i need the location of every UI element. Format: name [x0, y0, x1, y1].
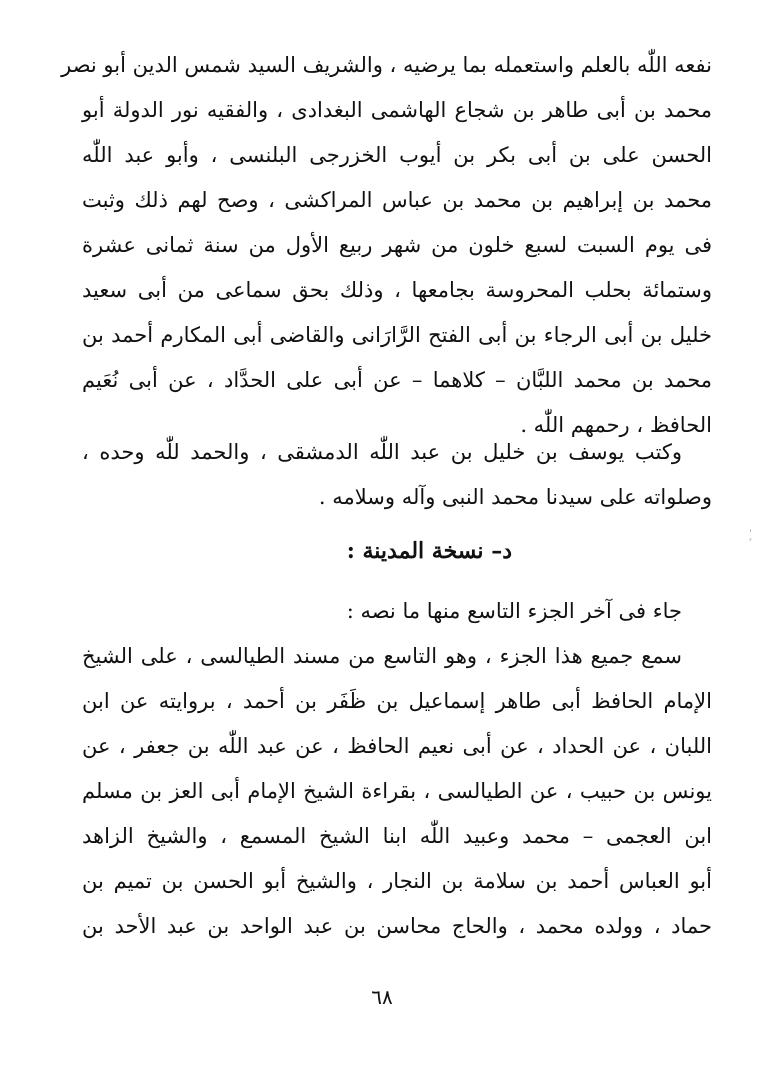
paragraph-1 — [61, 43, 712, 448]
text-line: محمد بن أبى طاهر بن شجاع الهاشمى البغدادى ، والفقيه نور الدولة أبو — [82, 98, 712, 122]
paragraph-3 — [82, 589, 712, 949]
text-line: محمد بن محمد اللبَّان – كلاهما – عن أبى على الحدَّاد ، عن أبى نُعَيم — [82, 368, 712, 392]
text-line: جاء فى آخر الجزء التاسع منها ما نصه : — [346, 599, 682, 623]
text-line: يونس بن حبيب ، عن الطيالسى ، بقراءة الشيخ الإمام أبى العز بن مسلم — [82, 779, 712, 803]
text-line: سمع جميع هذا الجزء ، وهو التاسع من مسند الطيالسى ، على الشيخ — [82, 644, 682, 668]
page-number: ٦٨ — [371, 985, 393, 1009]
text-line: الحسن على بن أبى بكر بن أيوب الخزرجى البلنسى ، وأبو عبد اللّٰه — [82, 143, 712, 167]
section-heading: د– نسخة المدينة : — [346, 538, 512, 564]
text-line: وكتب يوسف بن خليل بن عبد اللّٰه الدمشقى ، والحمد للّٰه وحده ، — [82, 440, 682, 464]
text-line: الحافظ ، رحمهم اللّٰه . — [520, 413, 712, 437]
text-line: حماد ، وولده محمد ، والحاج محاسن بن عبد الواحد بن عبد الأحد بن — [82, 914, 712, 938]
paragraph-2 — [82, 430, 712, 520]
text-line: وستمائة بحلب المحروسة بجامعها ، وذلك بحق سماعى من أبى سعيد — [82, 278, 712, 302]
text-line: فى يوم السبت لسبع خلون من شهر ربيع الأول من سنة ثمانى عشرة — [82, 233, 712, 257]
text-line: خليل بن أبى الرجاء بن أبى الفتح الرَّارَانى والقاضى أبى المكارم أحمد بن — [82, 323, 712, 347]
text-line: ابن العجمى – محمد وعبيد اللّٰه ابنا الشيخ المسمع ، والشيخ الزاهد — [82, 824, 712, 848]
text-line: محمد بن إبراهيم بن محمد بن عباس المراكشى ، وصح لهم ذلك وثبت — [82, 188, 712, 212]
text-line: نفعه اللّٰه بالعلم واستعمله بما يرضيه ، والشريف السيد شمس الدين أبو نصر — [61, 53, 712, 77]
text-line: اللبان ، عن الحداد ، عن أبى نعيم الحافظ ، عن عبد اللّٰه بن جعفر ، عن — [82, 734, 712, 758]
text-line: أبو العباس أحمد بن سلامة بن النجار ، والشيخ أبو الحسن بن تميم بن — [82, 869, 712, 893]
text-line: الإمام الحافظ أبى طاهر إسماعيل بن ظَفَر بن أحمد ، بروايته عن ابن — [82, 689, 712, 713]
text-line: وصلواته على سيدنا محمد النبى وآله وسلامه . — [318, 485, 712, 509]
